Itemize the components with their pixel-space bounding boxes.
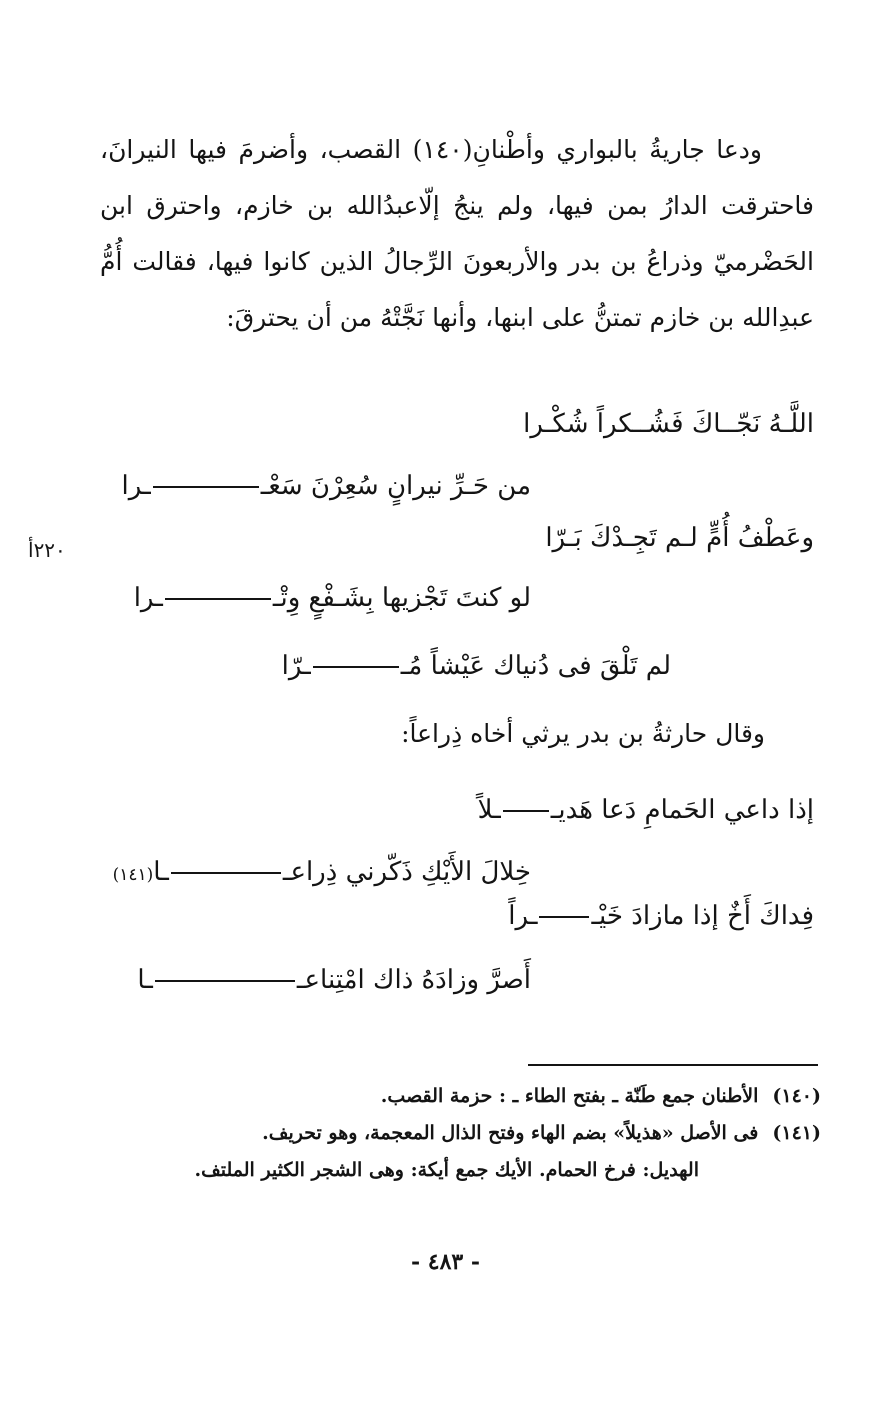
prose-block xyxy=(100,122,814,346)
verse-text: فِداكَ أَخٌ إذا مازادَ خَيْـ xyxy=(591,901,814,931)
poem-intro: وقال حارثةُ بن بدر يرثي أخاه ذِراعاً: xyxy=(401,719,765,748)
prose-paragraph: ودعا جاريةُ بالبواري وأطْنانِ(١٤٠) القصب، وأضرمَ فيها النيرانَ، فاحترقت الدارُ بمن فيها، ولم ينجُ إلّاعبدُالله بن خازم، واحترق ابن الحَضْرميّ وذراعُ بن بدر والأربعونَ الرِّجالُ الذين كانوا فيها، فقالت أُمُّ عبدِالله بن خازم تمتنُّ على ابنها، وأنها نَجَّتْهُ من أن يحترقَ: xyxy=(100,135,814,332)
verse-text: ـا xyxy=(153,857,169,887)
footnote-141 xyxy=(110,1115,821,1152)
verse-text: ـراً xyxy=(508,901,538,931)
kashida-stroke xyxy=(155,980,295,982)
verse-line xyxy=(110,960,531,1000)
verse-text: ـا xyxy=(137,965,153,995)
footnote-text: فى الأصل «هذيلاً» بضم الهاء وفتح الذال المعجمة، وهو تحريف. xyxy=(262,1122,759,1144)
verse-line xyxy=(508,896,814,936)
verse-line xyxy=(110,466,531,506)
kashida-stroke xyxy=(165,598,271,600)
verse-text: ـلاً xyxy=(477,795,501,825)
verse-text: اللَّـهُ نَجّــاكَ فَشُــكراً شُكْـرا xyxy=(523,409,814,439)
verse-text: أَصرَّ وزادَهُ ذاك امْتِناعـ xyxy=(296,965,531,995)
verse-line xyxy=(110,852,531,892)
verse-text: ـرا xyxy=(133,583,163,613)
verse-text: ـرّا xyxy=(281,651,311,681)
kashida-stroke xyxy=(313,666,399,668)
verse-text: من حَـرِّ نيرانٍ سُعِرْنَ سَعْـ xyxy=(260,471,531,501)
verse-line xyxy=(110,578,531,618)
verse-line xyxy=(545,518,814,558)
verse-text: ـرا xyxy=(121,471,151,501)
footnote-separator xyxy=(528,1064,818,1066)
footnote-number: (١٤١) xyxy=(772,1122,821,1144)
kashida-stroke xyxy=(503,810,549,812)
verse-line xyxy=(240,646,671,686)
verse-text: وعَطْفُ أُمٍّ لـم تَجِـدْكَ بَـرّا xyxy=(545,523,814,553)
footnote-ref: (١٤١) xyxy=(112,865,154,885)
page-number: - ٤٨٣ - xyxy=(410,1249,481,1275)
footnote-text: الأطنان جمع طَنّة ـ بفتح الطاء ـ : حزمة القصب. xyxy=(380,1085,759,1107)
kashida-stroke xyxy=(171,872,281,874)
footnote-141-continuation: الهديل: فرخ الحمام. الأيك جمع أيكة: وهى الشجر الكثير الملتف. xyxy=(194,1159,699,1181)
verse-line xyxy=(478,790,814,830)
verse-text: لو كنتَ تَجْزيها بِشَـفْعٍ وِتْـ xyxy=(272,583,531,613)
footnotes-block xyxy=(110,1078,821,1189)
kashida-stroke xyxy=(153,486,259,488)
footnote-number: (١٤٠) xyxy=(772,1085,821,1107)
kashida-stroke xyxy=(539,916,589,918)
margin-folio-note: ٢٢٠أ xyxy=(28,538,66,562)
verse-line xyxy=(523,404,814,444)
footnote-140 xyxy=(110,1078,821,1115)
verse-text: إذا داعي الحَمامِ دَعا هَديـ xyxy=(550,795,814,825)
verse-text: لم تَلْقَ فى دُنياك عَيْشاً مُـ xyxy=(400,651,671,681)
verse-text: خِلالَ الأَيْكِ ذَكّرني ذِراعـ xyxy=(282,857,531,887)
